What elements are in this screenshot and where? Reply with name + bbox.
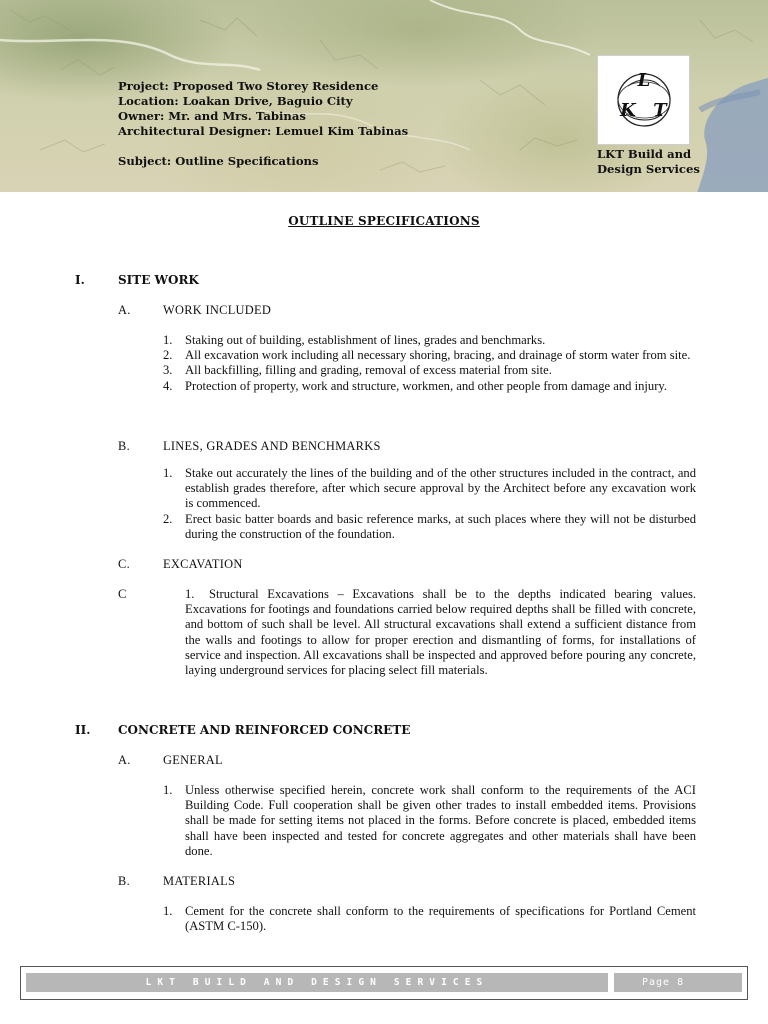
- section-number: I.: [75, 273, 85, 287]
- subsection-title: EXCAVATION: [163, 557, 243, 571]
- section-title: SITE WORK: [118, 273, 199, 287]
- page-footer: [20, 966, 748, 1000]
- materials-list: [163, 904, 696, 934]
- section-title: CONCRETE AND REINFORCED CONCRETE: [118, 723, 411, 737]
- paragraph-marker: C: [118, 587, 127, 601]
- list-item: 2. All excavation work including all necessary shoring, bracing, and drainage of storm water from site.: [163, 348, 691, 363]
- section-number: II.: [75, 723, 91, 737]
- list-item: 3. All backfilling, filling and grading, removal of excess material from site.: [163, 363, 552, 378]
- list-item: 4. Protection of property, work and structure, workmen, and other people from damage and injury.: [163, 378, 668, 393]
- svg-text:L: L: [637, 70, 651, 91]
- lkt-monogram-icon: [598, 56, 689, 144]
- project-line: Project: Proposed Two Storey Residence: [118, 79, 379, 93]
- subsection-letter: C.: [118, 557, 130, 571]
- header-banner: [0, 0, 768, 192]
- list-item: 1. Stake out accurately the lines of the building and of the other structures included in the contract, and establish grades therefore, after which secure approval by the Architect before any excavation work is commenced.: [163, 466, 696, 511]
- subsection-letter: A.: [118, 303, 131, 317]
- subsection-title: GENERAL: [163, 753, 223, 767]
- company-name-line2: Design Services: [597, 162, 700, 176]
- company-name-line1: LKT Build and: [597, 147, 692, 161]
- subsection-letter: B.: [118, 874, 130, 888]
- svg-text:K: K: [620, 100, 636, 121]
- lines-grades-list: [163, 466, 696, 542]
- location-line: Location: Loakan Drive, Baguio City: [118, 94, 353, 108]
- svg-text:T: T: [653, 100, 667, 121]
- owner-line: Owner: Mr. and Mrs. Tabinas: [118, 109, 306, 123]
- company-name: [597, 147, 700, 177]
- general-list: [163, 783, 696, 859]
- subject-line: Subject: Outline Specifications: [118, 154, 319, 168]
- project-meta: [118, 79, 408, 169]
- page-number: Page 8: [614, 973, 742, 992]
- list-item: 2. Erect basic batter boards and basic reference marks, at such places where they will not be disturbed during the construction of the foundation.: [163, 511, 696, 541]
- work-included-list: [163, 333, 696, 394]
- subsection-title: WORK INCLUDED: [163, 303, 272, 317]
- subsection-title: LINES, GRADES AND BENCHMARKS: [163, 439, 381, 453]
- list-item: 1. Unless otherwise specified herein, concrete work shall conform to the requirements of the ACI Building Code. Full cooperation shall be given other trades to install embedded items. Provisions shall be made for setting items not placed in the forms. Before concrete is placed, embedded items shall have been inspected and tested for concrete aggregates and other materials shall have been done.: [163, 783, 696, 858]
- subsection-letter: A.: [118, 753, 131, 767]
- subsection-letter: B.: [118, 439, 130, 453]
- excavation-paragraph: [185, 587, 696, 678]
- list-item: 1. Staking out of building, establishment of lines, grades and benchmarks.: [163, 333, 546, 347]
- designer-line: Architectural Designer: Lemuel Kim Tabinas: [118, 124, 409, 138]
- subsection-title: MATERIALS: [163, 874, 236, 888]
- company-logo: [597, 55, 690, 145]
- list-item: 1. Cement for the concrete shall conform to the requirements of specifications for Portland Cement (ASTM C-150).: [163, 904, 696, 934]
- paragraph-text: Structural Excavations – Excavations shall be to the depths indicated bearing values. Excavations for footings and foundations carried below required depths shall be filled with concrete, and bottom of such shall be level. All structural excavations shall extend a sufficient distance from the walls and footings to allow for proper erection and dismantling of forms, for installations of service and inspection. All excavations shall be inspected and approved before pouring any concrete, laying underground services for placing select fill materials.: [185, 587, 696, 678]
- paragraph-number: 1.: [185, 587, 195, 601]
- footer-company-band: LKT BUILD AND DESIGN SERVICES: [26, 973, 608, 992]
- document-title: OUTLINE SPECIFICATIONS: [288, 214, 480, 228]
